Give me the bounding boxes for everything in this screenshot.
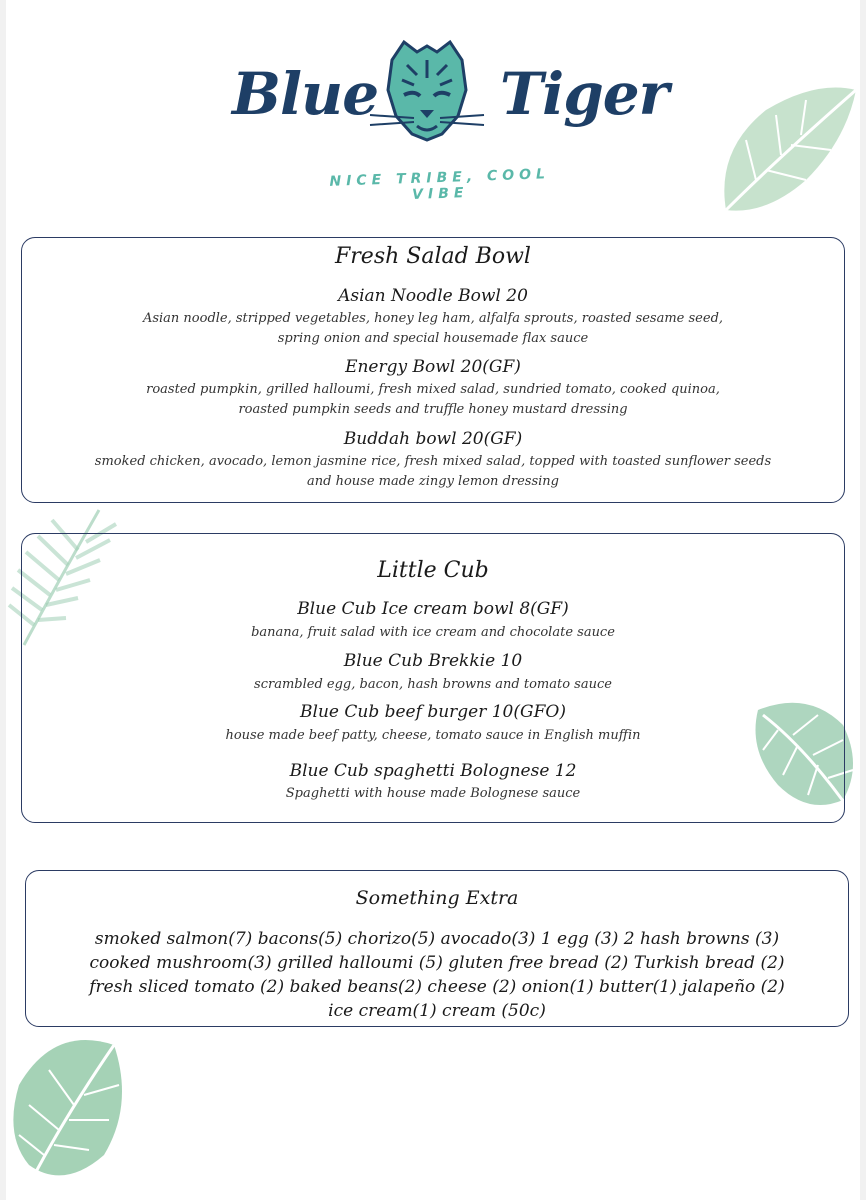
- extras-list: [26, 927, 848, 1023]
- menu-item-desc: and house made zingy lemon dressing: [307, 474, 559, 489]
- extras-line: fresh sliced tomato (2) baked beans(2) cheese (2) onion(1) butter(1) jalapeño (2): [89, 977, 785, 997]
- menu-item-desc: spring onion and special housemade flax sauce: [277, 331, 589, 346]
- menu-item-title: Blue Cub beef burger 10(GFO): [300, 702, 566, 722]
- menu-item-desc: roasted pumpkin, grilled halloumi, fresh mixed salad, sundried tomato, cooked quinoa,: [146, 382, 720, 397]
- menu-item-title: Buddah bowl 20(GF): [343, 429, 523, 449]
- menu-item-title: Blue Cub spaghetti Bolognese 12: [289, 761, 577, 781]
- menu-item-title: Blue Cub Ice cream bowl 8(GF): [297, 599, 569, 619]
- section-something-extra: [25, 870, 849, 1027]
- section-little-cub: [21, 533, 845, 823]
- menu-item-desc: Spaghetti with house made Bolognese sauce: [285, 786, 581, 801]
- extras-line: ice cream(1) cream (50c): [328, 1001, 546, 1021]
- menu-item-title: Energy Bowl 20(GF): [345, 357, 521, 377]
- menu-item-desc: roasted pumpkin seeds and truffle honey mustard dressing: [238, 402, 628, 417]
- menu-item-desc: house made beef patty, cheese, tomato sauce in English muffin: [225, 728, 641, 743]
- section-fresh-salad-bowl: [21, 237, 845, 503]
- section-title: Little Cub: [377, 558, 489, 583]
- tiger-logo-icon: [362, 30, 492, 160]
- section-title: Something Extra: [355, 887, 519, 909]
- monstera-leaf-icon: [706, 70, 866, 220]
- brand-name-right: Tiger: [500, 60, 669, 128]
- menu-item-title: Blue Cub Brekkie 10: [343, 651, 523, 671]
- menu-item-desc: smoked chicken, avocado, lemon jasmine rice, fresh mixed salad, topped with toasted sunflower seeds: [94, 454, 772, 469]
- menu-item-title: Asian Noodle Bowl 20: [338, 286, 528, 306]
- section-title: Fresh Salad Bowl: [335, 244, 531, 269]
- menu-item-desc: banana, fruit salad with ice cream and chocolate sauce: [251, 625, 615, 640]
- brand-name-left: Blue: [232, 60, 379, 128]
- tagline: NICE TRIBE, COOL VIBE: [329, 166, 551, 203]
- extras-line: cooked mushroom(3) grilled halloumi (5) gluten free bread (2) Turkish bread (2): [89, 953, 785, 973]
- extras-line: smoked salmon(7) bacons(5) chorizo(5) avocado(3) 1 egg (3) 2 hash browns (3): [94, 929, 780, 949]
- menu-item-desc: scrambled egg, bacon, hash browns and tomato sauce: [254, 677, 612, 692]
- menu-item-desc: Asian noodle, stripped vegetables, honey leg ham, alfalfa sprouts, roasted sesame seed,: [142, 311, 724, 326]
- monstera-leaf-icon: [4, 1025, 134, 1200]
